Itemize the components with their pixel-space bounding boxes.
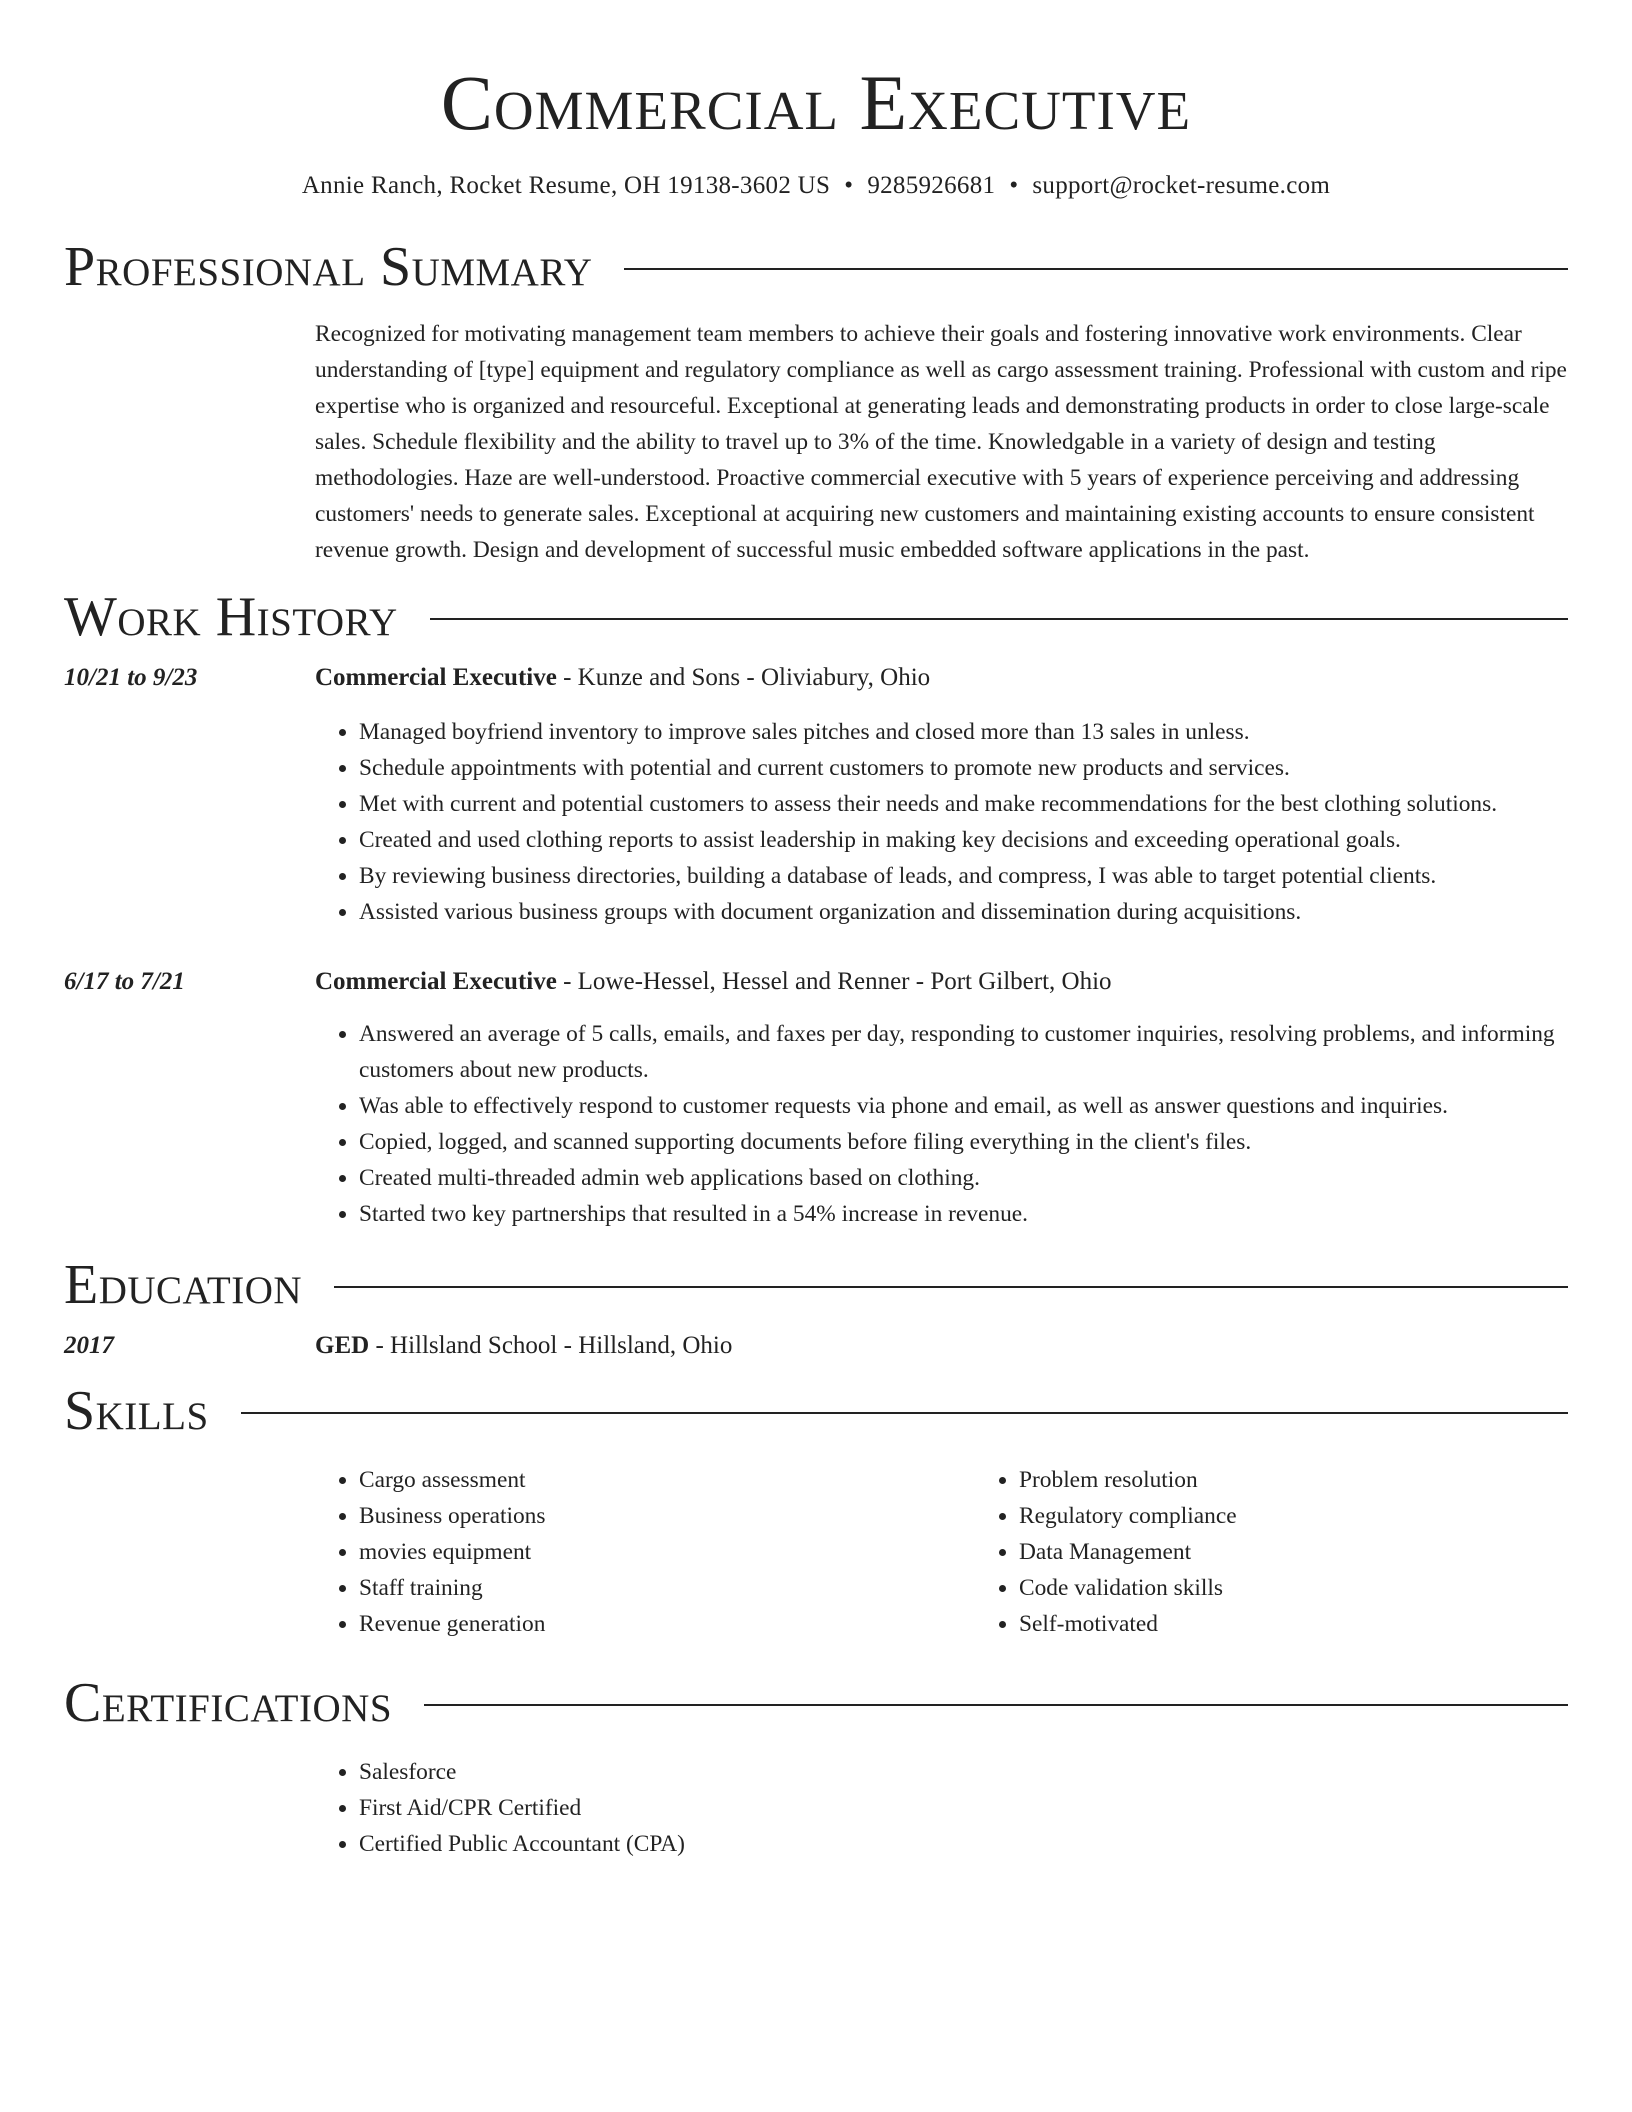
skill-item: • Data Management [1019, 1534, 1632, 1570]
skill-item: • Revenue generation [359, 1606, 975, 1642]
skills-column-left [315, 1462, 975, 1642]
contact-separator: • [844, 172, 854, 199]
list-item: • Created multi-threaded admin web applications based on clothing. [359, 1160, 1568, 1196]
list-item: • Met with current and potential customers to assess their needs and make recommendations for the best clothing solutions. [359, 786, 1568, 822]
job-headline [315, 660, 1568, 696]
list-item: • Started two key partnerships that resulted in a 54% increase in revenue. [359, 1196, 1568, 1232]
skills-heading: Skills [64, 1380, 209, 1442]
education-degree: GED [315, 1332, 370, 1359]
summary-text: Recognized for motivating management team members to achieve their goals and fostering innovative work environments. Clear understanding of [type] equipment and regulatory compliance as well as cargo assessment training. Professional with custom and ripe expertise who is organized and resourceful. Exceptional at generating leads and demonstrating products in order to close large-scale sales. Schedule flexibility and the ability to travel up to 3% of the time. Knowledgable in a variety of design and testing methodologies. Haze are well-understood. Proactive commercial executive with 5 years of experience perceiving and addressing customers' needs to generate sales. Exceptional at acquiring new customers and maintaining existing accounts to ensure consistent revenue growth. Design and development of successful music embedded software applications in the past. [315, 321, 1567, 563]
skills-section-header [64, 1378, 1568, 1444]
summary-body [315, 316, 1568, 568]
skill-item: • Self-motivated [1019, 1606, 1632, 1642]
contact-email: support@rocket-resume.com [1032, 172, 1331, 199]
certifications-section-header [64, 1670, 1568, 1736]
job-entry [64, 660, 1568, 696]
section-divider [424, 1704, 1568, 1706]
list-item: • Assisted various business groups with document organization and dissemination during acquisitions. [359, 894, 1568, 930]
contact-separator: • [1009, 172, 1019, 199]
skill-item: • Code validation skills [1019, 1570, 1632, 1606]
skills-list [315, 1462, 1568, 1642]
contact-phone: 9285926681 [867, 172, 996, 199]
education-year: 2017 [64, 1332, 114, 1359]
list-item: • Answered an average of 5 calls, emails, and faxes per day, responding to customer inquiries, resolving problems, and informing customers about new products. [359, 1016, 1568, 1088]
skill-item: • movies equipment [359, 1534, 975, 1570]
certification-item: • Salesforce [359, 1754, 1568, 1790]
summary-heading: Professional Summary [64, 236, 593, 298]
contact-line [64, 168, 1568, 204]
job-details: - Kunze and Sons - Oliviabury, Ohio [556, 664, 931, 691]
list-item: • Schedule appointments with potential and current customers to promote new products and services. [359, 750, 1568, 786]
resume-title: Commercial Executive [440, 59, 1192, 146]
job-entry [64, 964, 1568, 1000]
certifications-heading: Certifications [64, 1672, 393, 1734]
list-item: • By reviewing business directories, building a database of leads, and compress, I was able to target potential clients. [359, 858, 1568, 894]
education-entry [64, 1328, 1568, 1364]
section-divider [334, 1286, 1568, 1288]
skill-item: • Cargo assessment [359, 1462, 975, 1498]
skill-item: • Regulatory compliance [1019, 1498, 1632, 1534]
contact-address: Annie Ranch, Rocket Resume, OH 19138-3602 US [301, 172, 831, 199]
skill-item: • Staff training [359, 1570, 975, 1606]
job-dates: 6/17 to 7/21 [64, 968, 185, 995]
job-headline [315, 964, 1568, 1000]
list-item: • Created and used clothing reports to assist leadership in making key decisions and exceeding operational goals. [359, 822, 1568, 858]
list-item: • Copied, logged, and scanned supporting documents before filing everything in the client's files. [359, 1124, 1568, 1160]
job-details: - Lowe-Hessel, Hessel and Renner - Port Gilbert, Ohio [556, 968, 1112, 995]
job-title: Commercial Executive [315, 664, 557, 691]
section-divider [241, 1412, 1568, 1414]
education-headline [315, 1328, 1568, 1364]
job-dates: 10/21 to 9/23 [64, 664, 198, 691]
section-divider [624, 268, 1568, 270]
list-item: • Was able to effectively respond to customer requests via phone and email, as well as answer questions and inquiries. [359, 1088, 1568, 1124]
skill-item: • Problem resolution [1019, 1462, 1632, 1498]
skill-item: • Business operations [359, 1498, 975, 1534]
education-heading: Education [64, 1254, 303, 1316]
section-divider [430, 618, 1568, 620]
certifications-list [315, 1754, 1568, 1862]
job-bullets [315, 1016, 1568, 1232]
work-section-header [64, 584, 1568, 650]
certification-item: • First Aid/CPR Certified [359, 1790, 1568, 1826]
work-heading: Work History [64, 586, 398, 648]
summary-section-header [64, 234, 1568, 300]
education-details: - Hillsland School - Hillsland, Ohio [369, 1332, 733, 1359]
certification-item: • Certified Public Accountant (CPA) [359, 1826, 1568, 1862]
job-title: Commercial Executive [315, 968, 557, 995]
education-section-header [64, 1252, 1568, 1318]
job-bullets [315, 714, 1568, 930]
skills-column-right [975, 1462, 1632, 1642]
list-item: • Managed boyfriend inventory to improve sales pitches and closed more than 13 sales in unless. [359, 714, 1568, 750]
